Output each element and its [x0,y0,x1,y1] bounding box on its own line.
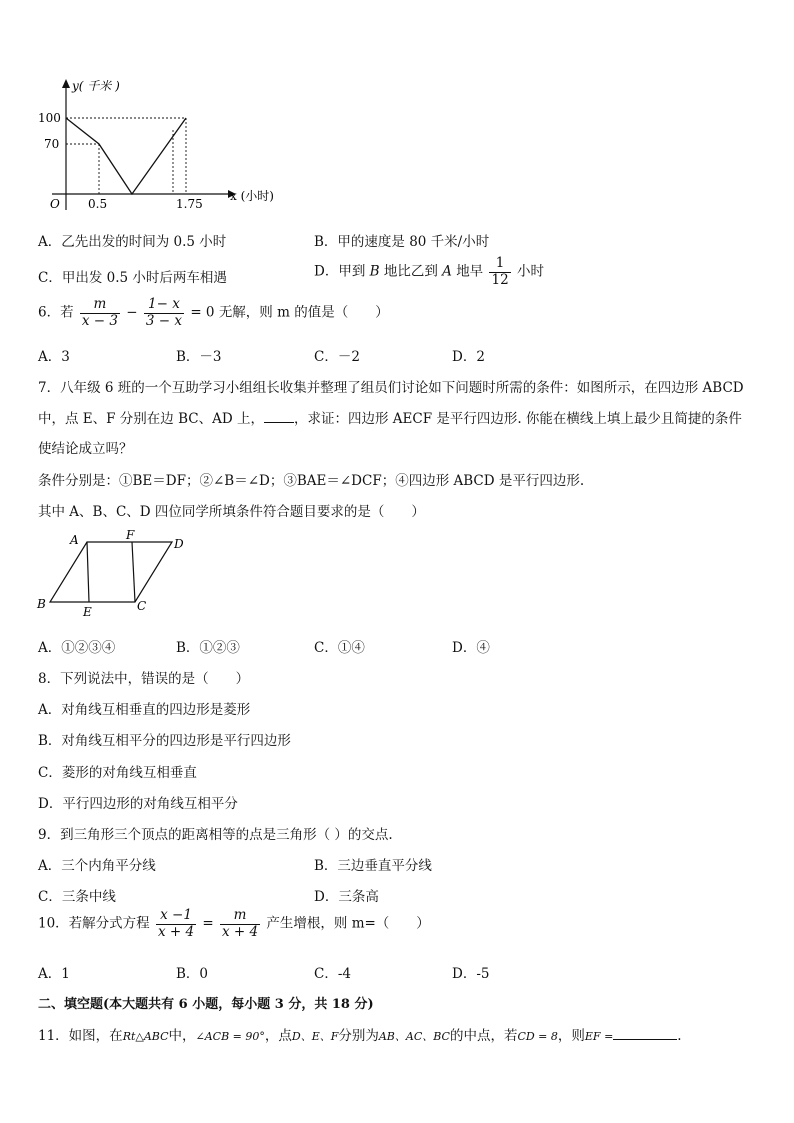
q8-option-a[interactable]: A．对角线互相垂直的四边形是菱形 [38,702,251,718]
q11-t4: ∠ACB = 90° [195,1030,265,1043]
q5-d-post: 小时 [516,263,544,280]
q10-eq: = [202,915,214,932]
segment-fc [132,542,135,602]
q8-option-d[interactable]: D．平行四边形的对角线互相平分 [38,796,238,812]
q9-option-a[interactable]: A．三个内角平分线 [38,858,156,874]
q11-t1: 11．如图，在 [38,1028,123,1044]
label-c: C [137,599,147,613]
q11-t8: AB、AC、BC [378,1030,450,1043]
label-b: B [37,597,46,611]
q11-t5: ，点 [264,1028,292,1044]
q7-line-1: 7．八年级 6 班的一个互助学习小组组长收集并整理了组员们讨论如下问题时所需的条件：如图所示，在四边形 ABCD [38,380,744,396]
q10-f2-num: m [220,908,260,925]
label-e: E [83,605,92,619]
q5-option-c[interactable]: C．甲出发 0.5 小时后两车相遇 [38,270,227,286]
q6-fraction-2 [144,297,184,329]
q8-stem: 8．下列说法中，错误的是（ ） [38,671,250,687]
y-axis-label: y( 千米 ) [72,79,120,93]
q11-t6: D、E、F [291,1030,339,1043]
q10-option-c[interactable]: C．-4 [314,966,351,982]
y-axis-arrow [62,79,70,88]
q7-option-b[interactable]: B．①②③ [176,640,240,656]
q7-option-d[interactable]: D．④ [452,640,490,656]
y-tick-70: 70 [44,137,60,151]
q10-fraction-1 [156,908,196,940]
label-d: D [174,537,184,551]
section-2-heading: 二、填空题(本大题共有 6 小题，每小题 3 分，共 18 分) [38,997,374,1012]
q5-option-a[interactable]: A．乙先出发的时间为 0.5 小时 [38,234,227,250]
q8-option-c[interactable]: C．菱形的对角线互相垂直 [38,765,197,781]
q11-t13: . [677,1028,682,1044]
q10-stem [38,908,430,940]
q10-fraction-2 [220,908,260,940]
q6-fraction-1 [80,297,120,329]
q7-line-2 [38,407,742,427]
q5-d-pre: D．甲到 [314,263,366,280]
q5-option-b[interactable]: B．甲的速度是 80 千米/小时 [314,234,490,250]
q6-eq: = 0 [190,304,215,321]
q5-d-fraction [489,256,510,288]
q9-option-b[interactable]: B．三边垂直平分线 [314,858,432,874]
parallelogram-figure [32,526,202,622]
q10-pre: 10．若解分式方程 [38,915,150,932]
q11-stem [38,1024,682,1044]
q5-d-a: A [442,263,452,280]
q6-minus: − [126,304,138,321]
q8-option-b[interactable]: B．对角线互相平分的四边形是平行四边形 [38,733,291,749]
q9-option-d[interactable]: D．三条高 [314,889,379,905]
x-axis-label: x (小时) [230,189,274,203]
q5-d-b: B [369,263,380,280]
q5-option-d[interactable] [314,256,544,288]
q6-post: 无解，则 m 的值是（ ） [218,304,389,321]
q11-t9: 的中点，若 [449,1028,518,1044]
q10-option-a[interactable]: A．1 [38,966,70,982]
distance-curve [66,118,186,194]
q5-d-num: 1 [489,256,510,273]
q6-option-c[interactable]: C．－2 [314,349,360,365]
q6-option-a[interactable]: A．3 [38,349,70,365]
q6-f2-den: 3 − x [145,312,183,329]
q10-option-b[interactable]: B．0 [176,966,209,982]
q7-line-2-post: ，求证：四边形 AECF 是平行四边形. 你能在横线上填上最少且简捷的条件 [293,411,742,427]
q6-option-b[interactable]: B．－3 [176,349,222,365]
q7-option-a[interactable]: A．①②③④ [38,640,116,656]
q7-option-c[interactable]: C．①④ [314,640,365,656]
y-tick-100: 100 [38,111,61,125]
q6-pre: 6．若 [38,304,74,321]
q6-option-d[interactable]: D．2 [452,349,485,365]
q9-option-c[interactable]: C．三条中线 [38,889,116,905]
q10-f2-den: x + 4 [222,923,259,940]
q10-f1-num: x −1 [156,908,196,925]
q11-t7: 分别为 [338,1028,379,1044]
q7-line-3: 使结论成立吗？ [38,441,133,457]
q11-answer-blank[interactable] [613,1027,677,1040]
segment-ae [87,542,89,602]
q7-line-5: 其中 A、B、C、D 四位同学所填条件符合题目要求的是（ ） [38,504,425,520]
q9-stem: 9．到三角形三个顶点的距离相等的点是三角形（ ）的交点. [38,827,393,843]
q11-t2: Rt△ABC [122,1030,169,1043]
label-a: A [70,533,79,547]
q6-f1-den: x − 3 [81,312,118,329]
q10-option-d[interactable]: D．-5 [452,966,490,982]
q7-line-4: 条件分别是：①BE＝DF；②∠B＝∠D；③BAE＝∠DCF；④四边形 ABCD 是平行四边形. [38,473,585,489]
parallelogram-abcd [50,542,172,602]
q11-t12: EF = [584,1030,614,1043]
q11-t10: CD = 8 [517,1030,558,1043]
q5-d-mid2: 地早 [456,263,484,280]
x-tick-1-75: 1.75 [176,197,203,211]
q5-d-mid: 地比乙到 [383,263,438,280]
q11-t3: 中， [168,1028,196,1044]
q10-post: 产生增根，则 m=（ ） [266,915,430,932]
q7-line-2-pre: 中，点 E、F 分别在边 BC、AD 上， [38,411,264,427]
q6-f2-num: 1− x [144,297,184,314]
label-f: F [126,528,135,542]
q7-answer-blank[interactable] [264,410,294,423]
distance-time-graph [30,72,290,222]
q10-f1-den: x + 4 [157,923,195,940]
q6-stem [38,297,389,329]
q11-t11: ，则 [557,1028,585,1044]
x-tick-0-5: 0.5 [88,197,108,211]
q5-d-den: 12 [491,271,509,288]
origin-label: O [50,197,60,211]
q6-f1-num: m [80,297,120,314]
